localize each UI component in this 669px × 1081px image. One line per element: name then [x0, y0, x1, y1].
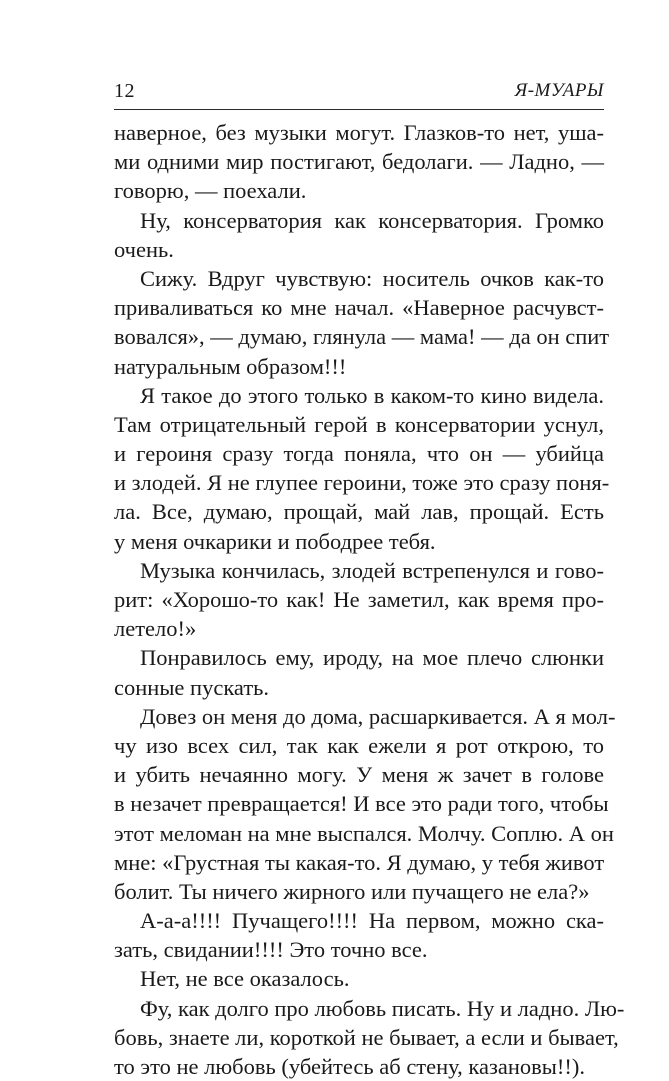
- paragraph: [114, 906, 604, 964]
- text-line: и убить нечаянно могу. У меня ж зачет в голове: [114, 762, 604, 788]
- body-text: [114, 118, 625, 1081]
- text-line: зать, свидании!!!! Это точно все.: [114, 937, 428, 963]
- book-title: Я-МУАРЫ: [514, 80, 604, 101]
- text-line: натуральным образом!!!: [114, 353, 347, 379]
- paragraph: [114, 118, 604, 206]
- header-rule: [114, 109, 604, 110]
- text-line: очень.: [114, 236, 174, 262]
- text-line: мне: «Грустная ты какая-то. Я думаю, у тебя живот: [114, 849, 605, 875]
- text-line: Сижу. Вдруг чувствую: носитель очков как-то: [140, 265, 604, 291]
- text-line: летело!»: [114, 616, 197, 642]
- paragraph: [114, 643, 604, 701]
- text-line: наверное, без музыки могут. Глазков-то нет, уша-: [114, 120, 604, 145]
- text-line: чу изо всех сил, так как ежели я рот открою, то: [114, 732, 604, 758]
- text-line: Нет, не все оказалось.: [140, 966, 350, 992]
- text-line: Довез он меня до дома, расшаркивается. А я мол-: [140, 703, 616, 729]
- text-line: и злодей. Я не глупее героини, тоже это сразу поня-: [114, 470, 610, 496]
- text-line: говорю, — поехали.: [114, 178, 307, 204]
- text-line: Ну, консерватория как консерватория. Громко: [140, 207, 604, 233]
- text-line: сонные пускать.: [114, 674, 270, 700]
- paragraph: [114, 702, 616, 906]
- text-line: то это не любовь (убейтесь аб стену, казановы!!).: [114, 1054, 585, 1079]
- paragraph: [114, 381, 610, 556]
- text-line: Музыка кончилась, злодей встрепенулся и гово-: [140, 557, 604, 583]
- text-line: Понравилось ему, ироду, на мое плечо слюнки: [140, 645, 604, 671]
- paragraph: [114, 264, 610, 381]
- text-line: Я такое до этого только в каком-то кино видела.: [140, 382, 604, 408]
- text-line: болит. Ты ничего жирного или пучащего не ела?»: [114, 878, 590, 904]
- paragraph: [114, 206, 604, 264]
- page-number: 12: [114, 80, 135, 102]
- text-line: вовался», — думаю, глянула — мама! — да он спит: [114, 324, 610, 350]
- text-line: в незачет превращается! И все это ради того, чтобы: [114, 791, 609, 817]
- paragraph: [114, 556, 604, 644]
- text-line: и героиня сразу тогда поняла, что он — убийца: [114, 441, 604, 467]
- paragraph: [114, 994, 625, 1081]
- text-line: у меня очкарики и пободрее тебя.: [114, 528, 436, 554]
- text-line: этот меломан на мне выспался. Молчу. Соплю. А он: [114, 820, 614, 846]
- text-line: бовь, знаете ли, короткой не бывает, а если и бывает,: [114, 1024, 619, 1050]
- text-line: Фу, как долго про любовь писать. Ну и ладно. Лю-: [140, 995, 625, 1021]
- text-line: А-а-а!!!! Пучащего!!!! На первом, можно ска-: [140, 908, 604, 934]
- text-line: ла. Все, думаю, прощай, май лав, прощай. Есть: [114, 499, 604, 525]
- text-line: Там отрицательный герой в консерватории уснул,: [114, 411, 604, 437]
- text-line: рит: «Хорошо-то как! Не заметил, как время про-: [114, 587, 604, 612]
- paragraph: [114, 964, 604, 993]
- text-line: приваливаться ко мне начал. «Наверное расчувст-: [114, 295, 604, 321]
- text-line: ми одними мир постигают, бедолаги. — Ладно, —: [114, 149, 604, 175]
- running-head: [114, 80, 604, 108]
